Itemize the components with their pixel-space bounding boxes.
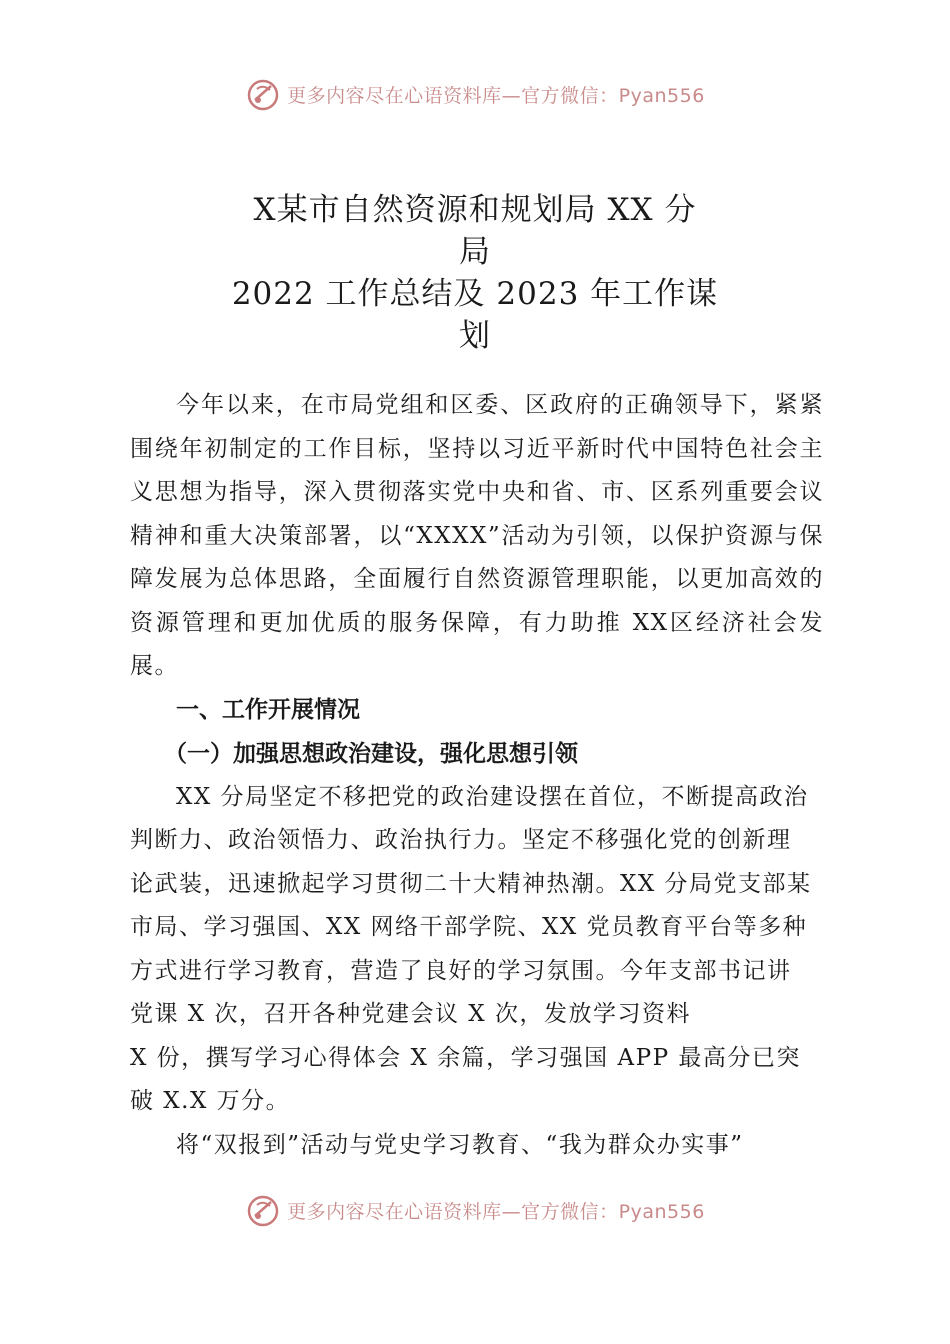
watermark-footer	[0, 1188, 950, 1232]
watermark-logo-icon	[245, 1192, 281, 1228]
body-paragraph	[130, 776, 824, 1124]
title-line: X某市自然资源和规划局 XX 分	[253, 191, 697, 228]
title-line: 2022 工作总结及 2023 年工作谋	[231, 275, 719, 312]
watermark-text: 更多内容尽在心语资料库—官方微信：Pyan556	[287, 84, 705, 107]
paragraph-line: 论武装，迅速掀起学习贯彻二十大精神热潮。XX 分局党支部某	[130, 870, 812, 897]
document-title	[150, 189, 800, 357]
title-line: 划	[459, 317, 491, 354]
paragraph-line: 党课 X 次，召开各种党建会议 X 次，发放学习资料	[130, 1001, 691, 1027]
watermark-header	[0, 72, 950, 116]
paragraph-line: X 份，撰写学习心得体会 X 余篇，学习强国 APP 最高分已突	[130, 1044, 801, 1071]
section-heading: 一、工作开展情况	[176, 696, 360, 723]
paragraph-line: 市局、学习强国、XX 网络干部学院、XX 党员教育平台等多种	[130, 914, 808, 940]
subsection-heading: （一）加强思想政治建设，强化思想引领	[164, 740, 578, 767]
document-body	[130, 384, 824, 1167]
paragraph-line: 破 X.X 万分。	[130, 1088, 291, 1114]
body-paragraph: 将“双报到”活动与党史学习教育、“我为群众办实事”	[176, 1131, 744, 1158]
paragraph-line: 判断力、政治领悟力、政治执行力。坚定不移强化党的创新理	[130, 827, 792, 853]
paragraph-line: XX 分局坚定不移把党的政治建设摆在首位，不断提高政治	[176, 783, 809, 810]
watermark-logo-icon	[245, 76, 281, 112]
paragraph-line: 方式进行学习教育，营造了良好的学习氛围。今年支部书记讲	[130, 957, 792, 984]
intro-paragraph: 今年以来，在市局党组和区委、区政府的正确领导下，紧紧围绕年初制定的工作目标，坚持以习近平新时代中国特色社会主义思想为指导，深入贯彻落实党中央和省、市、区系列重要会议精神和重大决策部署，以“XXXX”活动为引领，以保护资源与保障发展为总体思路，全面履行自然资源管理职能，以更加高效的资源管理和更加优质的服务保障，有力助推 XX区经济社会发展。	[130, 392, 824, 679]
watermark-text: 更多内容尽在心语资料库—官方微信：Pyan556	[287, 1200, 705, 1223]
title-line: 局	[459, 233, 491, 270]
